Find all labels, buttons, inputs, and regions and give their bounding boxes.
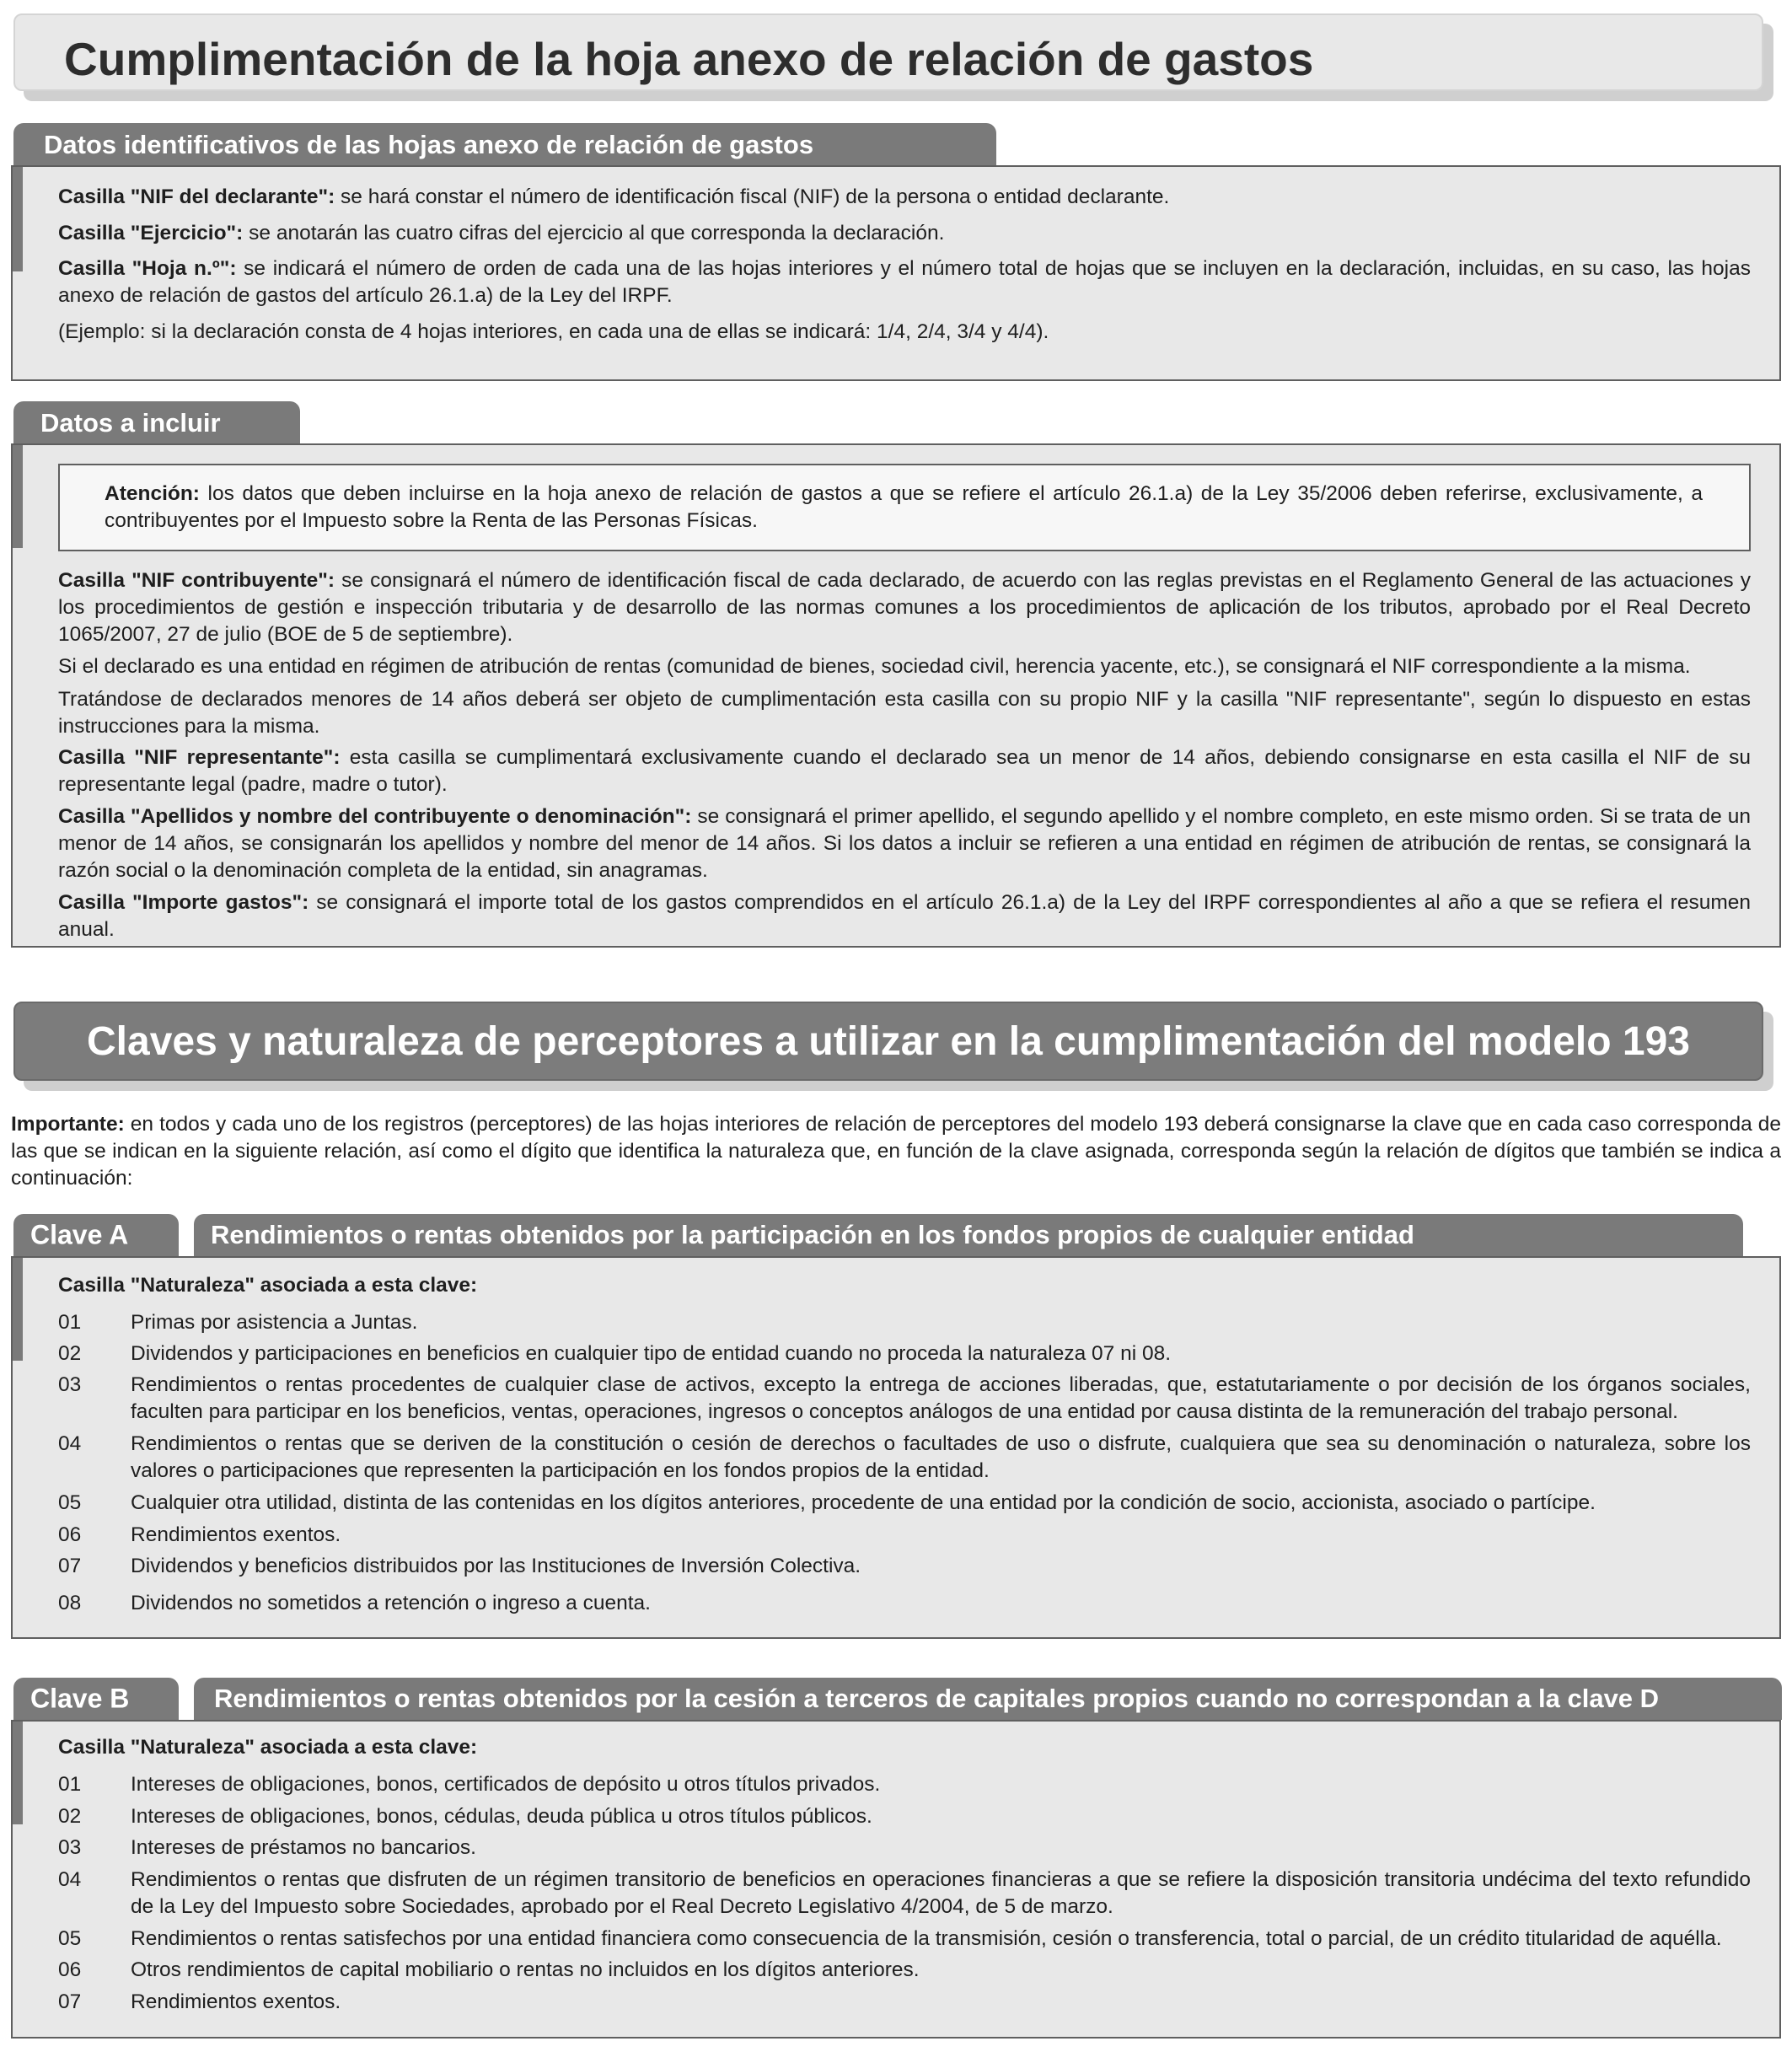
item-text: Intereses de préstamos no bancarios.	[131, 1836, 476, 1859]
item-text: Intereses de obligaciones, bonos, certificados de depósito u otros títulos privados.	[131, 1773, 881, 1796]
item-code: 04	[58, 1868, 82, 1891]
item-text: Intereses de obligaciones, bonos, cédulas, deuda pública u otros títulos públicos.	[131, 1805, 872, 1828]
paragraph-apellidos	[58, 803, 1751, 884]
item-code: 03	[58, 1836, 82, 1859]
clave-key: Clave A	[30, 1219, 129, 1250]
field-label: Casilla "NIF contribuyente":	[58, 569, 335, 592]
field-text: se consignará el número de identificación fiscal de cada declarado, de acuerdo con las reglas previstas en el Reglamento General de las actuaciones y los procedimientos de gestión e inspección tributaria y de desarrollo de las normas comunes a los procedimientos de aplicación de los tributos, aprobado por el Real Decreto 1065/2007, 27 de julio (BOE de 5 de septiembre).	[58, 569, 1751, 646]
important-label: Importante:	[11, 1113, 125, 1136]
paragraph-hoja	[58, 255, 1751, 309]
field-text: se hará constar el número de identificación fiscal (NIF) de la persona o entidad declarante.	[335, 185, 1170, 208]
item-code: 06	[58, 1958, 82, 1981]
paragraph-nif-contribuyente	[58, 567, 1751, 648]
field-text: se consignará el primer apellido, el segundo apellido y el nombre completo, en este mismo orden. Si se trata de un menor de 14 años, se consignarán los apellidos y nombre del menor de 14 años. Si los datos a incluir se refieren a una entidad en régimen de atribución de rentas, se consignará la razón social o la denominación completa de la entidad, sin anagramas.	[58, 805, 1751, 882]
item-text: Dividendos y beneficios distribuidos por las Instituciones de Inversión Colectiva.	[131, 1555, 861, 1577]
field-label: Casilla "Ejercicio":	[58, 222, 244, 244]
attention-label: Atención:	[105, 482, 200, 505]
panel-side-marker	[13, 1722, 23, 1824]
item-code: 04	[58, 1432, 82, 1455]
paragraph-importe	[58, 889, 1751, 943]
important-text: en todos y cada uno de los registros (perceptores) de las hojas interiores de relación de perceptores del modelo 193 deberá consignarse la clave que en cada caso corresponda de las que se indican en la siguiente relación, así como el dígito que identifica la naturaleza que, en función de la clave asignada, corresponda según la relación de dígitos que también se indica a continuación:	[11, 1113, 1781, 1190]
item-code: 08	[58, 1592, 82, 1614]
panel-side-marker	[13, 1258, 23, 1361]
item-code: 06	[58, 1523, 82, 1546]
paragraph-nif-representante	[58, 744, 1751, 798]
clave-key: Clave B	[30, 1683, 130, 1714]
section-title-box-gastos	[13, 13, 1763, 91]
clave-b-tab	[13, 1678, 179, 1720]
field-text: se indicará el número de orden de cada una de las hojas interiores y el número total de hojas que se incluyen en la declaración, incluidas, en su caso, las hojas anexo de relación de gastos del artículo 26.1.a) de la Ley del IRPF.	[58, 257, 1752, 307]
clave-b-title-tab	[194, 1678, 1782, 1720]
clave-a-title-tab	[194, 1214, 1743, 1256]
section-title-box-claves	[13, 1002, 1763, 1081]
item-code: 01	[58, 1773, 82, 1796]
item-text: Rendimientos o rentas que disfruten de un régimen transitorio de beneficios en operaciones financieras a que se refiere la disposición transitoria undécima del texto refundido de la Ley del Impuesto sobre Sociedades, aprobado por el Real Decreto Legislativo 4/2004, de 5 de marzo.	[131, 1868, 1751, 1918]
item-code: 07	[58, 1990, 82, 2013]
tab-label: Datos identificativos de las hojas anexo de relación de gastos	[44, 130, 814, 159]
item-text: Cualquier otra utilidad, distinta de las contenidas en los dígitos anteriores, procedente de una entidad por la condición de socio, accionista, asociado o partícipe.	[131, 1491, 1596, 1514]
item-code: 02	[58, 1342, 82, 1365]
field-label: Casilla "NIF del declarante":	[58, 185, 335, 208]
field-label: Casilla "Hoja n.º":	[58, 257, 237, 280]
paragraph-nif-declarante	[58, 184, 1751, 211]
item-code: 03	[58, 1373, 82, 1396]
tab-datos-identificativos	[13, 123, 996, 167]
item-text: Otros rendimientos de capital mobiliario o rentas no incluidos en los dígitos anteriores.	[131, 1958, 920, 1981]
clave-title: Rendimientos o rentas obtenidos por la participación en los fondos propios de cualquier entidad	[211, 1220, 1414, 1249]
paragraph-ejemplo: (Ejemplo: si la declaración consta de 4 hojas interiores, en cada una de ellas se indicará: 1/4, 2/4, 3/4 y 4/4).	[58, 320, 1049, 343]
field-text: se anotarán las cuatro cifras del ejercicio al que corresponda la declaración.	[243, 222, 945, 244]
item-text: Dividendos no sometidos a retención o ingreso a cuenta.	[131, 1592, 651, 1614]
item-text: Rendimientos exentos.	[131, 1990, 341, 2013]
field-label: Casilla "NIF representante":	[58, 746, 341, 769]
item-text: Rendimientos o rentas satisfechos por una entidad financiera como consecuencia de la transmisión, cesión o transferencia, total o parcial, de un crédito titularidad de aquélla.	[131, 1927, 1722, 1950]
naturaleza-heading-a: Casilla "Naturaleza" asociada a esta clave:	[58, 1274, 478, 1297]
tab-label: Datos a incluir	[40, 408, 221, 438]
paragraph-ejercicio	[58, 220, 1751, 247]
section-title: Claves y naturaleza de perceptores a utilizar en la cumplimentación del modelo 193	[87, 1019, 1690, 1064]
clave-a-tab	[13, 1214, 179, 1256]
item-code: 05	[58, 1491, 82, 1514]
item-text: Rendimientos o rentas que se deriven de la constitución o cesión de derechos o facultades de uso o disfrute, cualquiera que sea su denominación o naturaleza, sobre los valores o participaciones que representen la participación en los fondos propios de la entidad.	[131, 1432, 1751, 1482]
paragraph-menores: Tratándose de declarados menores de 14 años deberá ser objeto de cumplimentación esta casilla con su propio NIF y la casilla "NIF representante", según lo dispuesto en estas instrucciones para la misma.	[58, 688, 1751, 738]
field-label: Casilla "Apellidos y nombre del contribuyente o denominación":	[58, 805, 692, 828]
paragraph-importante	[11, 1111, 1781, 1192]
panel-side-marker	[13, 167, 23, 271]
item-text: Primas por asistencia a Juntas.	[131, 1311, 418, 1334]
item-code: 05	[58, 1927, 82, 1950]
tab-datos-a-incluir	[13, 401, 300, 445]
naturaleza-heading-b: Casilla "Naturaleza" asociada a esta clave:	[58, 1736, 478, 1759]
item-text: Rendimientos o rentas procedentes de cualquier clase de activos, excepto la entrega de acciones liberadas, que, estatutariamente o por decisión de los órganos sociales, faculten para participar en los beneficios, ventas, operaciones, ingresos o conceptos análogos de una entidad por causa distinta de la remuneración del trabajo personal.	[131, 1373, 1751, 1423]
field-label: Casilla "Importe gastos":	[58, 891, 309, 914]
attention-text: los datos que deben incluirse en la hoja anexo de relación de gastos a que se refiere el artículo 26.1.a) de la Ley 35/2006 deben referirse, exclusivamente, a contribuyentes por el Impuesto sobre la Renta de las Personas Físicas.	[105, 482, 1703, 532]
item-code: 01	[58, 1311, 82, 1334]
paragraph-atencion	[105, 481, 1703, 534]
field-text: esta casilla se cumplimentará exclusivamente cuando el declarado sea un menor de 14 años, debiendo consignarse en esta casilla el NIF de su representante legal (padre, madre o tutor).	[58, 746, 1751, 796]
item-code: 07	[58, 1555, 82, 1577]
page-title: Cumplimentación de la hoja anexo de relación de gastos	[64, 33, 1314, 85]
field-text: se consignará el importe total de los gastos comprendidos en el artículo 26.1.a) de la Ley del IRPF correspondientes al año a que se refiera el resumen anual.	[58, 891, 1751, 941]
item-text: Rendimientos exentos.	[131, 1523, 341, 1546]
panel-side-marker	[13, 445, 23, 548]
clave-title: Rendimientos o rentas obtenidos por la cesión a terceros de capitales propios cuando no correspondan a la clave D	[214, 1684, 1660, 1713]
paragraph-entidad: Si el declarado es una entidad en régimen de atribución de rentas (comunidad de bienes, sociedad civil, herencia yacente, etc.), se consignará el NIF correspondiente a la misma.	[58, 655, 1691, 678]
item-code: 02	[58, 1805, 82, 1828]
item-text: Dividendos y participaciones en beneficios en cualquier tipo de entidad cuando no proceda la naturaleza 07 ni 08.	[131, 1342, 1172, 1365]
